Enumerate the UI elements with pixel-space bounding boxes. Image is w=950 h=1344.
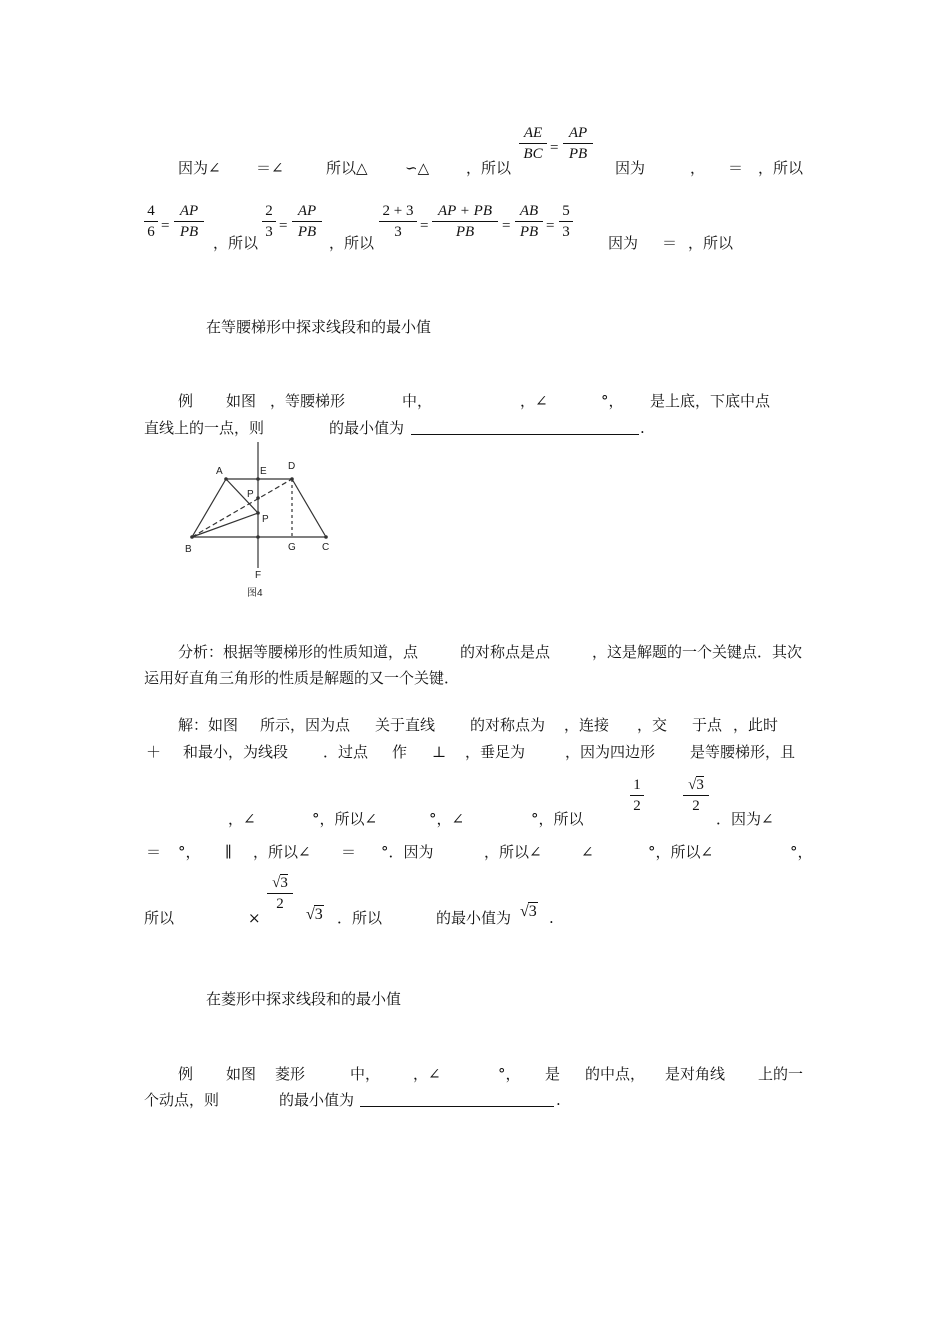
line2-text-5: ，所以: [688, 234, 734, 252]
solution-text: °，∠: [429, 810, 465, 828]
solution-text: 和最小，为线段: [183, 743, 289, 761]
example1-text: °，: [601, 392, 624, 410]
fraction-ab-pb: AB PB: [515, 202, 543, 241]
label-b: B: [185, 544, 192, 555]
example2-text: 是: [545, 1065, 561, 1083]
solution-text: ，所以∠: [253, 843, 311, 861]
example1-text: ，∠: [520, 392, 548, 410]
example2-text: °，: [498, 1065, 521, 1083]
solution-text: ∥: [225, 843, 232, 861]
solution-text: .: [549, 909, 554, 927]
example1-text: 如图: [226, 392, 257, 410]
example1-text: 中，: [402, 392, 433, 410]
label-g: G: [288, 542, 296, 553]
solution-text: °，所以: [531, 810, 584, 828]
solution-text: 于点: [692, 716, 723, 734]
solution-text: ∠: [581, 843, 594, 861]
section-heading-rhombus: 在菱形中探求线段和的最小值: [206, 990, 402, 1008]
solution-text: ．因为∠: [716, 810, 774, 828]
solution-text: ×: [248, 909, 261, 927]
solution-text: ，此时: [733, 716, 779, 734]
solution-text: ，交: [637, 716, 668, 734]
example2-period: .: [556, 1091, 561, 1109]
equals-sign: =: [420, 218, 429, 234]
line1-text-5: ，所以: [466, 159, 512, 177]
equals-sign: =: [279, 218, 288, 234]
example2-text: 如图: [226, 1065, 257, 1083]
fraction-2plus3-3: 2 + 3 3: [379, 202, 417, 241]
line1-text-4: ∽△: [405, 159, 430, 177]
example1-period: .: [640, 419, 645, 437]
example2-text: 个动点，则: [144, 1091, 220, 1109]
solution-text: 解：如图: [178, 716, 239, 734]
example1-text: 是上底，下底中点: [650, 392, 771, 410]
answer-blank-2[interactable]: [360, 1106, 554, 1107]
example2-text: 上的一: [758, 1065, 804, 1083]
label-c: C: [322, 542, 330, 553]
line1-text-2: ＝∠: [256, 159, 284, 177]
analysis-text: 分析：根据等腰梯形的性质知道，点: [178, 643, 419, 661]
solution-text: 所示，因为点: [260, 716, 351, 734]
example1-text: ，等腰梯形: [270, 392, 346, 410]
label-a: A: [216, 466, 223, 477]
solution-text: °，所以∠: [312, 810, 378, 828]
line1-text-8: ＝: [728, 159, 744, 177]
solution-text: 的最小值为: [436, 909, 512, 927]
label-d: D: [288, 461, 296, 472]
solution-text: ＝: [146, 843, 162, 861]
section-heading-trapezoid: 在等腰梯形中探求线段和的最小值: [206, 318, 432, 336]
solution-text: ，因为四边形: [565, 743, 656, 761]
example2-text: 是对角线: [665, 1065, 726, 1083]
example2-text: 中，: [350, 1065, 381, 1083]
analysis-text: 的对称点是点: [460, 643, 551, 661]
sqrt-sign: √: [688, 777, 697, 793]
label-p1: P: [247, 489, 254, 500]
fraction-ap-plus-pb: AP + PB PB: [432, 202, 498, 241]
fraction-1-2: 1 2: [630, 776, 644, 815]
fraction-ap-pb: AP PB: [174, 202, 204, 241]
solution-text: 的对称点为: [470, 716, 546, 734]
solution-text: ．所以: [337, 909, 383, 927]
solution-text: °，所以∠: [648, 843, 714, 861]
line2-text-3: 因为: [608, 234, 639, 252]
solution-text: ，∠: [228, 810, 256, 828]
label-f: F: [255, 570, 262, 581]
line1-text-1: 因为∠: [178, 159, 221, 177]
equals-sign: =: [550, 140, 559, 156]
fraction-sqrt3-2: √3 2: [267, 874, 293, 913]
line1-text-7: ，: [690, 159, 706, 177]
label-p2: P: [262, 514, 269, 525]
equals-sign: =: [161, 218, 170, 234]
solution-text: 所以: [144, 909, 175, 927]
label-e: E: [260, 466, 267, 477]
solution-text: 关于直线: [375, 716, 436, 734]
solution-text: °，: [178, 843, 201, 861]
example1-text: 的最小值为: [329, 419, 405, 437]
solution-text: °，: [790, 843, 813, 861]
equals-sign: =: [502, 218, 511, 234]
example2-text: 的中点，: [585, 1065, 646, 1083]
trapezoid-figure: [176, 440, 346, 610]
line1-text-3: 所以△: [326, 159, 368, 177]
fraction-4-6: 4 6: [144, 202, 158, 241]
example2-text: 例: [178, 1065, 194, 1083]
answer-blank-1[interactable]: [411, 434, 639, 435]
sqrt-3: √3: [306, 906, 323, 923]
example2-text: 菱形: [275, 1065, 306, 1083]
line2-text-1: ，所以: [213, 234, 259, 252]
example1-text: 直线上的一点，则: [144, 419, 265, 437]
fraction-2-3: 2 3: [262, 202, 276, 241]
solution-text: ，所以∠: [484, 843, 542, 861]
solution-text: ⊥: [432, 743, 447, 761]
sqrt-sign: √: [272, 875, 281, 891]
solution-text: °．因为: [381, 843, 434, 861]
solution-text: ．过点: [323, 743, 369, 761]
solution-text: ＋: [146, 743, 162, 761]
line2-text-4: ＝: [662, 234, 678, 252]
solution-text: ＝: [341, 843, 357, 861]
fraction-sqrt3-2: √3 2: [683, 776, 709, 815]
line2-text-2: ，所以: [329, 234, 375, 252]
solution-text: ，连接: [564, 716, 610, 734]
analysis-text: 运用好直角三角形的性质是解题的又一个关键．: [144, 669, 460, 687]
solution-text: ，垂足为: [465, 743, 526, 761]
solution-text: 作: [392, 743, 408, 761]
sqrt-3: √3: [520, 903, 537, 920]
line1-text-9: ，所以: [758, 159, 804, 177]
fraction-ap-pb: AP PB: [292, 202, 322, 241]
fraction-ae-bc: AE BC: [519, 124, 547, 163]
solution-text: 是等腰梯形，且: [690, 743, 796, 761]
analysis-text: ，这是解题的一个关键点．其次: [592, 643, 803, 661]
line1-text-6: 因为: [615, 159, 646, 177]
figure-caption: 图4: [247, 588, 263, 599]
example2-text: 的最小值为: [279, 1091, 355, 1109]
fraction-5-3: 5 3: [559, 202, 573, 241]
fraction-ap-pb: AP PB: [563, 124, 593, 163]
example1-text: 例: [178, 392, 194, 410]
equals-sign: =: [546, 218, 555, 234]
example2-text: ，∠: [413, 1065, 441, 1083]
